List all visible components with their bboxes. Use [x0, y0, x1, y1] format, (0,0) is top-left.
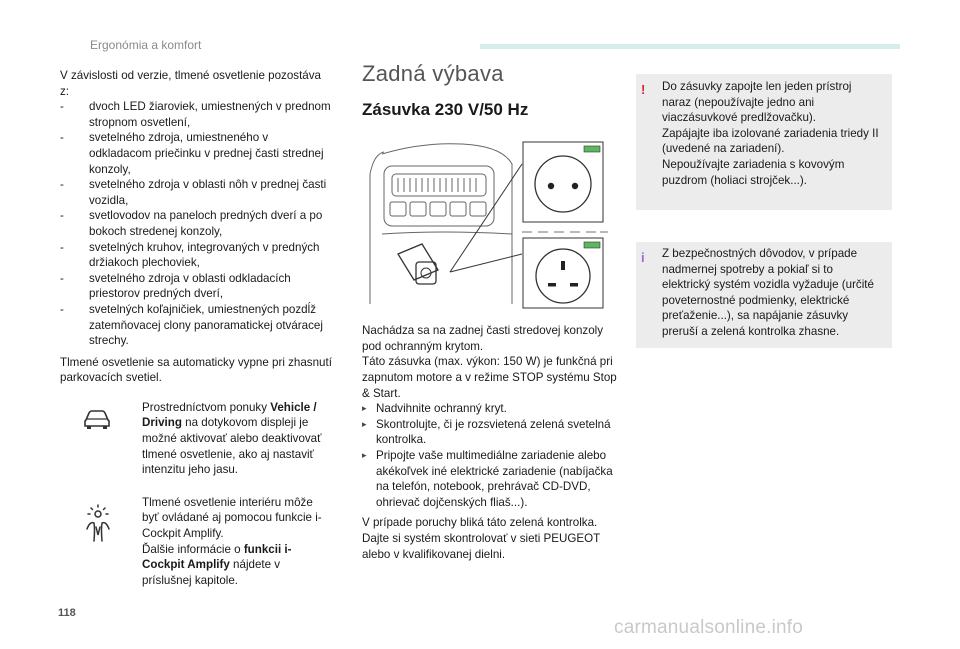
socket-steps	[362, 401, 624, 510]
subsection-title: Zásuvka 230 V/50 Hz	[362, 99, 529, 119]
middle-column	[362, 61, 624, 562]
info-box	[636, 242, 892, 348]
list-item: - svetelných kruhov, integrovaných v predných držiakoch plechoviek,	[60, 240, 332, 271]
socket-type-e-icon	[523, 142, 603, 222]
center-console-socket-illustration	[362, 134, 612, 309]
info2-text-end: nájdete v príslušnej kapitole.	[142, 558, 281, 587]
info-amplify	[60, 495, 332, 589]
warning-box	[636, 74, 892, 210]
watermark: carmanualsonline.info	[614, 617, 804, 638]
right-column	[636, 74, 892, 348]
info-icon: i	[641, 250, 645, 265]
list-item: - dvoch LED žiaroviek, umiestnených v prednom stropnom osvetlení,	[60, 99, 332, 130]
auto-off-text: Tlmené osvetlenie sa automaticky vypne pri zhasnutí parkovacích svetiel.	[60, 355, 332, 385]
step-item: ▸ Skontrolujte, či je rozsvietená zelená svetelná kontrolka.	[362, 417, 624, 448]
intro-text: V závislosti od verzie, tlmené osvetlenie pozostáva z:	[60, 69, 321, 98]
info1-text-end: na dotykovom displeji je možné aktivovať alebo deaktivovať tlmené osvetlenie, ako aj nastaviť intenzitu jeho jasu.	[142, 416, 322, 477]
info1-text: Prostredníctvom ponuky	[142, 400, 271, 414]
info1-menu-path: Vehicle / Driving	[142, 400, 317, 430]
fault-text: V prípade poruchy bliká táto zelená kontrolka. Dajte si systém skontrolovať v sieti PEUGEOT alebo v kvalifikovanej dielni.	[362, 516, 601, 561]
info-text: Z bezpečnostných dôvodov, v prípade nadmernej spotreby a pokiaľ si to elektrický systém vozidla vyžaduje (určité poveternostné podmienky, elektrické preťaženie...), sa napájanie zásuvky preruší a zelená kontrolka zhasne.	[662, 247, 874, 338]
left-column	[60, 68, 332, 588]
header-bar	[480, 44, 900, 49]
list-item: - svetelného zdroja, umiestneného v odkladacom priečinku v prednej časti strednej konzoly,	[60, 130, 332, 177]
warning-text: Do zásuvky zapojte len jeden prístroj naraz (nepoužívajte jedno ani viaczásuvkové predlžovačku). Zapájajte iba izolované zariadenia triedy II (uvedené na zariadení). Nepoužívajte zariadenia s kovovým puzdrom (holiaci strojček...).	[662, 80, 879, 187]
interior-ambience-icon	[82, 503, 114, 548]
info2-more-text: Ďalšie informácie o	[142, 542, 244, 556]
list-item: - svetlovodov na paneloch predných dverí a po bokoch stredenej konzoly,	[60, 208, 332, 239]
section-title: Zadná výbava	[362, 61, 504, 86]
info-touchscreen	[60, 400, 332, 478]
info2-link-text: funkcii i-Cockpit Amplify	[142, 542, 292, 572]
warning-icon: !	[641, 82, 646, 97]
page-number: 118	[58, 607, 76, 619]
list-item: - svetelného zdroja v oblasti nôh v prednej časti vozidla,	[60, 177, 332, 208]
lighting-list	[60, 99, 332, 349]
socket-figure	[362, 134, 612, 309]
info2-text: Tlmené osvetlenie interiéru môže byť ovládané aj pomocou funkcie i-Cockpit Amplify.	[142, 495, 322, 541]
socket-description: Nachádza sa na zadnej časti stredovej konzoly pod ochranným krytom. Táto zásuvka (max. výkon: 150 W) je funkčná pri zapnutom motore a v režime STOP systému Stop & Start.	[362, 324, 617, 400]
step-item: ▸ Nadvihnite ochranný kryt.	[362, 401, 624, 417]
list-item: - svetelného zdroja v oblasti odkladacích priestorov predných dverí,	[60, 271, 332, 302]
list-item: - svetelných koľajničiek, umiestnených pozdĺž zatemňovacej clony panoramatickej otváracej strechy.	[60, 302, 332, 349]
socket-type-g-icon	[523, 238, 603, 308]
running-header: Ergonómia a komfort	[90, 38, 202, 52]
car-icon	[82, 408, 112, 435]
step-item: ▸ Pripojte vaše multimediálne zariadenie alebo akékoľvek iné elektrické zariadenie (nabíjačka na telefón, notebook, prehrávač CD-DVD, ohrievač dojčenských fliaš...).	[362, 448, 624, 510]
